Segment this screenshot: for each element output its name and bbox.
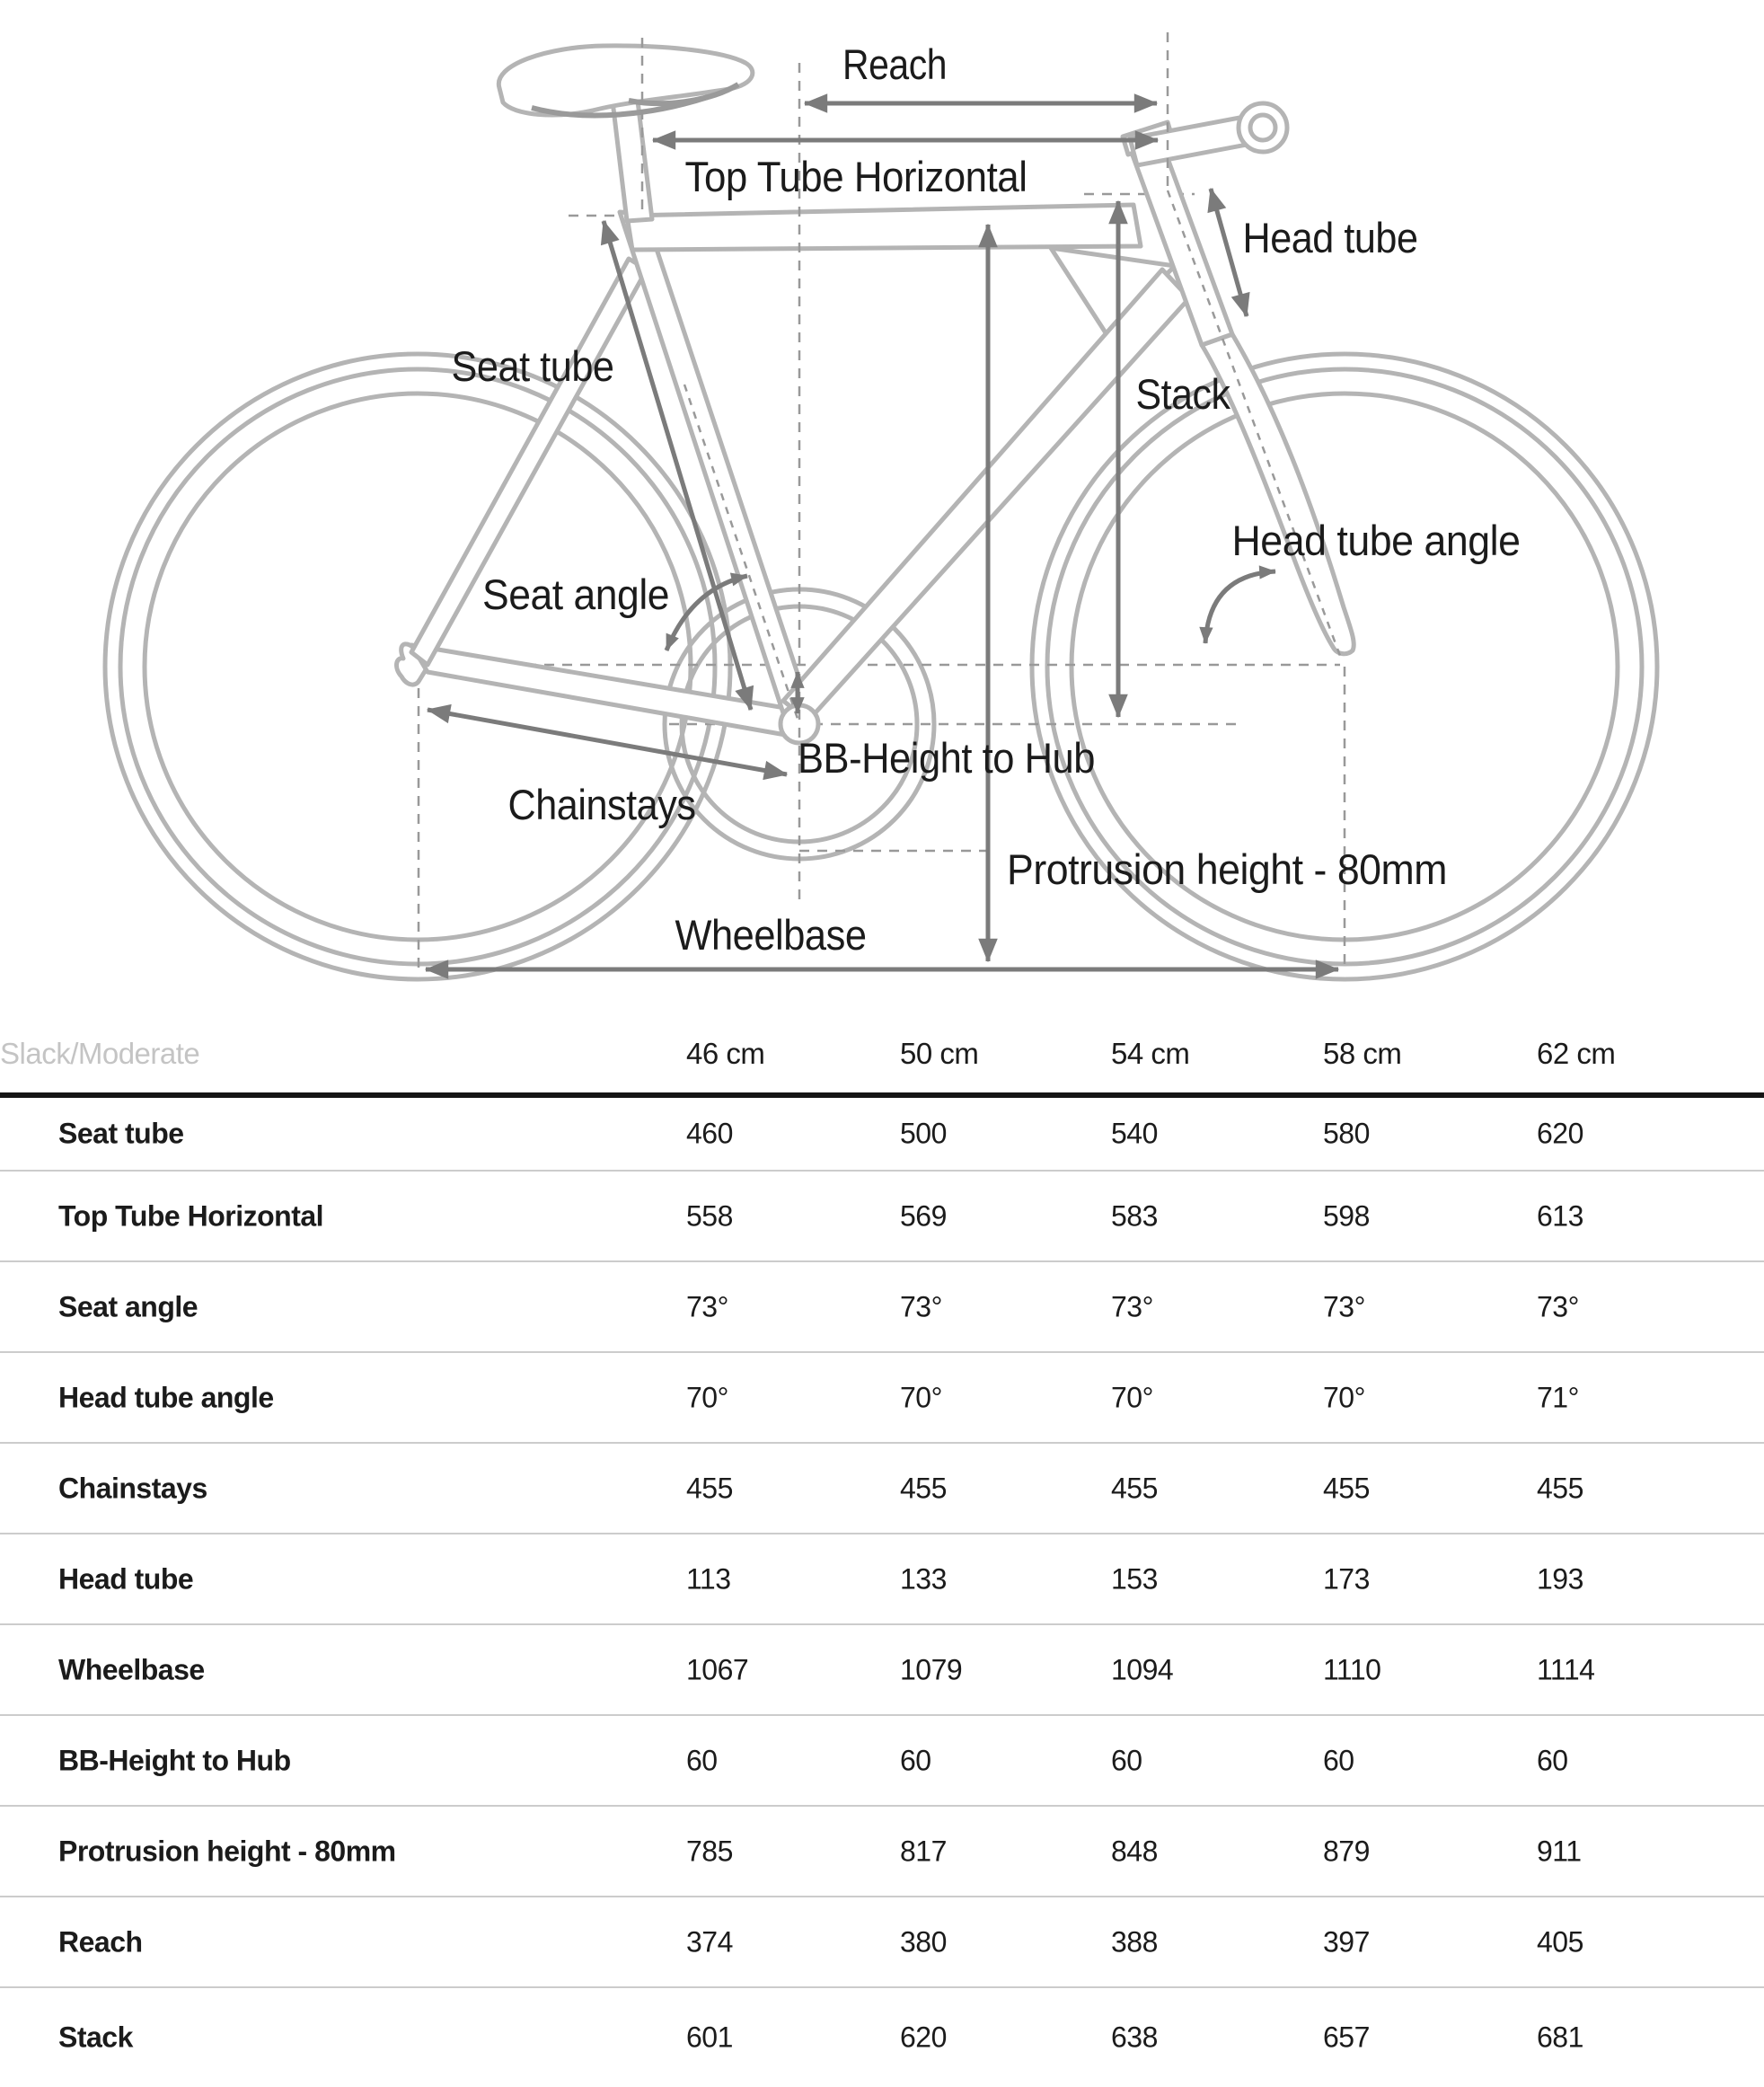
table-header-row bbox=[0, 1015, 1764, 1092]
row-label: Chainstays bbox=[58, 1472, 207, 1504]
table-row bbox=[0, 1988, 1764, 2087]
cell: 583 bbox=[1111, 1199, 1158, 1232]
cell: 70° bbox=[686, 1381, 728, 1413]
cell: 598 bbox=[1323, 1199, 1370, 1232]
cell: 657 bbox=[1323, 2021, 1370, 2054]
row-label: Stack bbox=[58, 2021, 133, 2054]
cell: 73° bbox=[686, 1290, 728, 1322]
cell: 638 bbox=[1111, 2021, 1158, 2054]
cell: 60 bbox=[1323, 1744, 1354, 1776]
reach-label: Reach bbox=[842, 40, 947, 88]
cell: 60 bbox=[1111, 1744, 1142, 1776]
cell: 73° bbox=[1323, 1290, 1365, 1322]
chainstays-label: Chainstays bbox=[507, 781, 696, 828]
chainstay bbox=[411, 645, 796, 737]
cell: 785 bbox=[686, 1835, 733, 1867]
cell: 193 bbox=[1537, 1562, 1583, 1595]
table-row bbox=[0, 1098, 1764, 1172]
stack-label: Stack bbox=[1135, 370, 1231, 418]
cell: 70° bbox=[1111, 1381, 1153, 1413]
cell: 1079 bbox=[900, 1653, 963, 1685]
row-label: Top Tube Horizontal bbox=[58, 1199, 324, 1232]
cell: 374 bbox=[686, 1925, 733, 1958]
cell: 73° bbox=[1111, 1290, 1153, 1322]
head-angle-label: Head tube angle bbox=[1231, 517, 1521, 564]
wheelbase-label: Wheelbase bbox=[675, 911, 867, 959]
column-header-50: 50 cm bbox=[900, 1037, 979, 1070]
table-row bbox=[0, 1625, 1764, 1716]
table-variant-label: Slack/Moderate bbox=[0, 1037, 200, 1070]
head-tube-label: Head tube bbox=[1242, 214, 1418, 261]
cell: 173 bbox=[1323, 1562, 1370, 1595]
cell: 500 bbox=[900, 1117, 947, 1150]
cell: 540 bbox=[1111, 1117, 1158, 1150]
cell: 455 bbox=[1537, 1472, 1583, 1504]
cell: 113 bbox=[686, 1562, 731, 1595]
cell: 1114 bbox=[1537, 1653, 1595, 1685]
cell: 60 bbox=[900, 1744, 931, 1776]
table-row bbox=[0, 1807, 1764, 1897]
table-row bbox=[0, 1172, 1764, 1262]
cell: 70° bbox=[900, 1381, 942, 1413]
cell: 911 bbox=[1537, 1835, 1582, 1867]
cell: 558 bbox=[686, 1199, 733, 1232]
cell: 388 bbox=[1111, 1925, 1158, 1958]
cell: 1110 bbox=[1323, 1653, 1381, 1685]
cell: 681 bbox=[1537, 2021, 1583, 2054]
cell: 133 bbox=[900, 1562, 947, 1595]
row-label: Head tube bbox=[58, 1562, 194, 1595]
cell: 153 bbox=[1111, 1562, 1158, 1595]
cell: 455 bbox=[1111, 1472, 1158, 1504]
row-label: Protrusion height - 80mm bbox=[58, 1835, 396, 1867]
head-angle-arc bbox=[1205, 571, 1275, 643]
bb-height-label: BB-Height to Hub bbox=[798, 734, 1095, 782]
cell: 380 bbox=[900, 1925, 947, 1958]
cell: 455 bbox=[1323, 1472, 1370, 1504]
table-row bbox=[0, 1353, 1764, 1444]
table-row bbox=[0, 1262, 1764, 1353]
top-tube bbox=[627, 205, 1141, 250]
handlebar-inner bbox=[1250, 115, 1275, 140]
cell: 601 bbox=[686, 2021, 733, 2054]
cell: 620 bbox=[900, 2021, 947, 2054]
seat-angle-label: Seat angle bbox=[482, 570, 669, 618]
column-header-62: 62 cm bbox=[1537, 1037, 1616, 1070]
table-row bbox=[0, 1534, 1764, 1625]
column-header-58: 58 cm bbox=[1323, 1037, 1402, 1070]
row-label: Seat tube bbox=[58, 1117, 184, 1150]
row-label: BB-Height to Hub bbox=[58, 1744, 291, 1776]
cell: 60 bbox=[1537, 1744, 1568, 1776]
cell: 73° bbox=[1537, 1290, 1579, 1322]
cell: 817 bbox=[900, 1835, 947, 1867]
cell: 397 bbox=[1323, 1925, 1370, 1958]
row-label: Reach bbox=[58, 1925, 143, 1958]
cell: 879 bbox=[1323, 1835, 1370, 1867]
seat-tube-label: Seat tube bbox=[451, 342, 614, 390]
cell: 455 bbox=[686, 1472, 733, 1504]
row-label: Seat angle bbox=[58, 1290, 198, 1322]
cell: 455 bbox=[900, 1472, 947, 1504]
cell: 569 bbox=[900, 1199, 947, 1232]
row-label: Wheelbase bbox=[58, 1653, 205, 1685]
table-row bbox=[0, 1897, 1764, 1988]
protrusion-label: Protrusion height - 80mm bbox=[1007, 845, 1447, 893]
column-header-46: 46 cm bbox=[686, 1037, 765, 1070]
saddle bbox=[498, 46, 753, 115]
table-body bbox=[0, 1092, 1764, 2087]
cell: 405 bbox=[1537, 1925, 1583, 1958]
cell: 460 bbox=[686, 1117, 733, 1150]
top-tube-label: Top Tube Horizontal bbox=[684, 153, 1028, 200]
cell: 1094 bbox=[1111, 1653, 1174, 1685]
cell: 73° bbox=[900, 1290, 942, 1322]
cell: 848 bbox=[1111, 1835, 1158, 1867]
table-row bbox=[0, 1716, 1764, 1807]
cell: 71° bbox=[1537, 1381, 1579, 1413]
geometry-table bbox=[0, 1015, 1764, 2067]
cell: 70° bbox=[1323, 1381, 1365, 1413]
cell: 580 bbox=[1323, 1117, 1370, 1150]
bike-geometry-diagram bbox=[0, 0, 1764, 1015]
cell: 620 bbox=[1537, 1117, 1583, 1150]
row-label: Head tube angle bbox=[58, 1381, 274, 1413]
cell: 613 bbox=[1537, 1199, 1583, 1232]
cell: 60 bbox=[686, 1744, 718, 1776]
cell: 1067 bbox=[686, 1653, 749, 1685]
table-row bbox=[0, 1444, 1764, 1534]
column-header-54: 54 cm bbox=[1111, 1037, 1190, 1070]
